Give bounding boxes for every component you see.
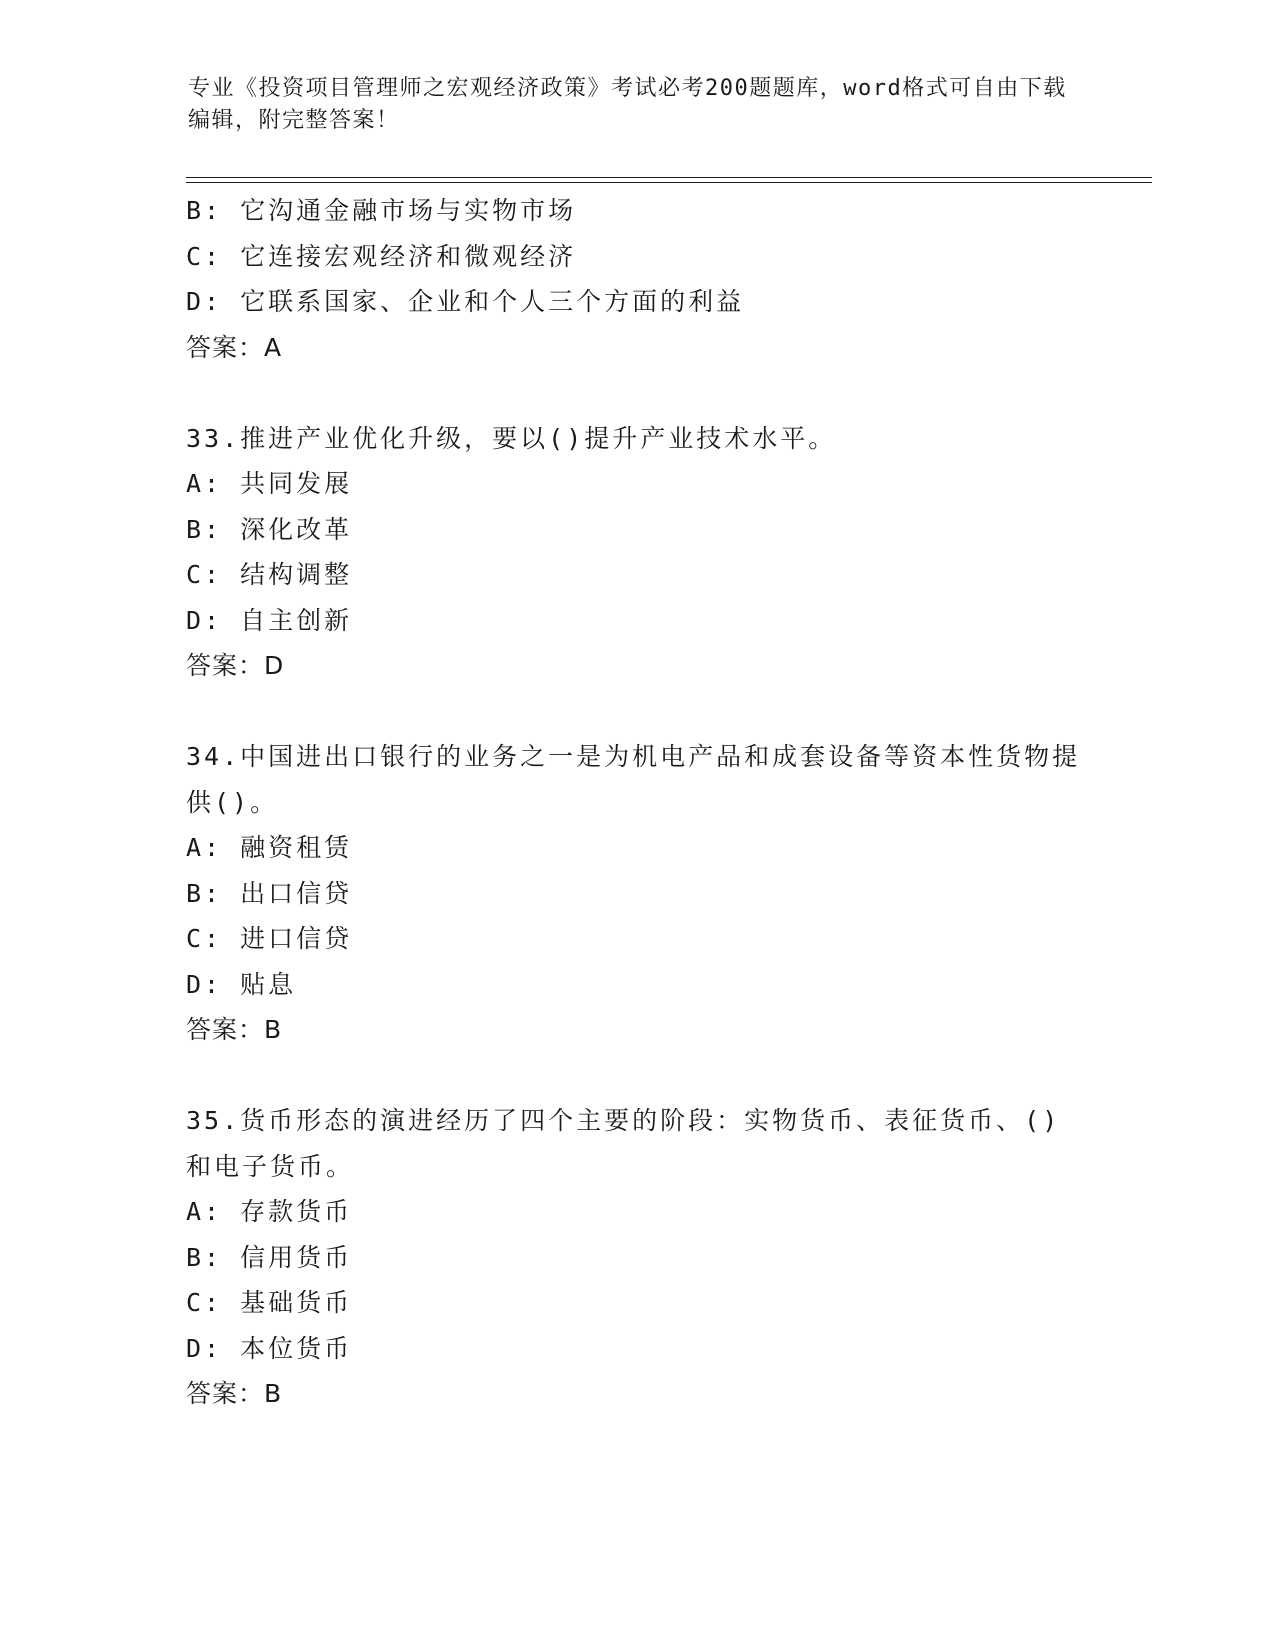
option-c: C: 它连接宏观经济和微观经济	[186, 241, 577, 271]
answer-label: 答案：B	[186, 1379, 283, 1408]
option-a: A: 融资租赁	[186, 833, 353, 862]
option-d: D: 它联系国家、企业和个人三个方面的利益	[186, 287, 745, 316]
header-divider-top	[186, 177, 1152, 178]
option-b: B: 深化改革	[186, 514, 353, 544]
answer-label: 答案：D	[186, 651, 285, 680]
option-d: D: 自主创新	[186, 605, 353, 635]
question-35	[186, 1098, 1086, 1417]
question-33	[186, 416, 1086, 689]
question-34	[186, 734, 1086, 1053]
question-stem: 33.推进产业优化升级，要以()提升产业技术水平。	[186, 423, 837, 453]
option-d: D: 贴息	[186, 969, 297, 999]
option-a: A: 存款货币	[186, 1197, 353, 1226]
option-c: C: 进口信贷	[186, 924, 353, 953]
option-b: B: 信用货币	[186, 1242, 353, 1272]
question-list	[186, 188, 1086, 1417]
option-d: D: 本位货币	[186, 1333, 353, 1363]
question-stem: 34.中国进出口银行的业务之一是为机电产品和成套设备等资本性货物提供()。	[186, 742, 1081, 817]
answer-label: 答案：A	[186, 332, 283, 362]
question-partial	[186, 188, 1086, 370]
option-b: B: 出口信贷	[186, 878, 353, 908]
spacer	[186, 1053, 1086, 1099]
option-c: C: 结构调整	[186, 560, 353, 589]
option-b: B: 它沟通金融市场与实物市场	[186, 196, 577, 225]
answer-label: 答案：B	[186, 1015, 283, 1044]
option-a: A: 共同发展	[186, 469, 353, 498]
spacer	[186, 370, 1086, 416]
spacer	[186, 689, 1086, 735]
header-divider-bottom	[186, 182, 1152, 183]
document-header: 专业《投资项目管理师之宏观经济政策》考试必考200题题库，word格式可自由下载编辑，附完整答案！	[188, 76, 1067, 133]
question-stem: 35.货币形态的演进经历了四个主要的阶段：实物货币、表征货币、()和电子货币。	[186, 1106, 1061, 1181]
option-c: C: 基础货币	[186, 1288, 353, 1317]
